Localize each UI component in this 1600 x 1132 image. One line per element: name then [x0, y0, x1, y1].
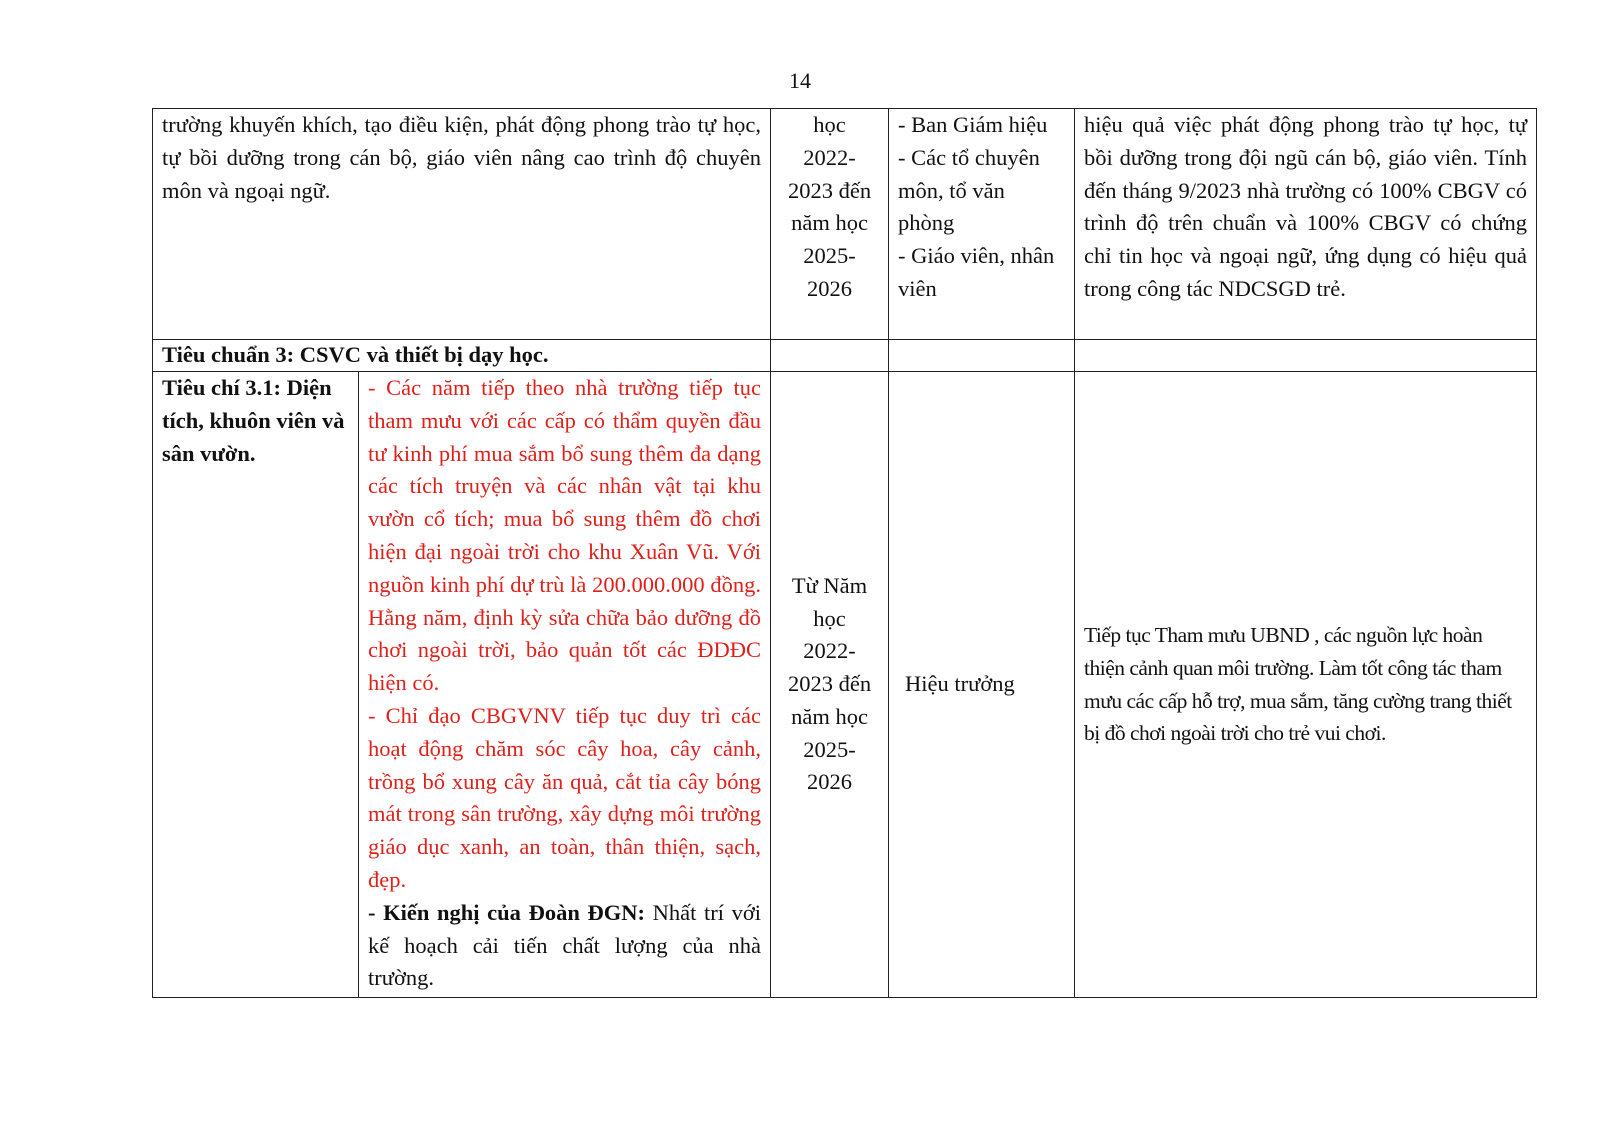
- criterion-result-cell: [1075, 372, 1537, 998]
- recommendation-text: Nhất trí với kế hoạch cải tiến chất lượng của nhà trường.: [368, 899, 762, 991]
- continuation-description-cell: [153, 109, 771, 340]
- responsible-line: - Các tổ chuyên môn, tổ văn phòng: [898, 144, 1040, 236]
- empty-cell: [1075, 340, 1537, 372]
- responsible-line: - Giáo viên, nhân viên: [898, 243, 1055, 301]
- time-line: 2025-: [803, 736, 856, 762]
- time-line: 2023 đến: [787, 177, 872, 203]
- time-line: học: [813, 112, 846, 137]
- recommendation-label: - Kiến nghị của Đoàn ĐGN:: [368, 899, 645, 925]
- plan-paragraph: - Chỉ đạo CBGVNV tiếp tục duy trì các hoạt động chăm sóc cây hoa, cây cảnh, trồng bổ xung cây ăn quả, cắt tỉa cây bóng mát trong sân trường, xây dựng môi trường giáo dục xanh, an toàn, thân thiện, sạch, đẹp.: [368, 702, 762, 892]
- empty-cell: [771, 340, 889, 372]
- continuation-result: hiệu quả việc phát động phong trào tự học, tự bồi dưỡng trong đội ngũ cán bộ, giáo viên. Tính đến tháng 9/2023 nhà trường có 100% CBGV có trình độ trên chuẩn và 100% CBGV có chứng chỉ tin học và ngoại ngữ, ứng dụng có hiệu quả trong công tác NDCSGD trẻ.: [1084, 112, 1528, 301]
- table-row: [153, 109, 1537, 340]
- criterion-time-cell: [771, 372, 889, 998]
- time-line: 2026: [807, 769, 853, 795]
- continuation-responsible-cell: [889, 109, 1075, 340]
- time-line: Từ Năm: [791, 572, 868, 598]
- continuation-result-cell: [1075, 109, 1537, 340]
- table-row: [153, 372, 1537, 998]
- page-number: 14: [789, 68, 811, 93]
- responsible-line: - Ban Giám hiệu: [898, 112, 1048, 137]
- time-line: 2022-: [803, 638, 856, 664]
- criterion-plan-cell: [359, 372, 771, 998]
- continuation-time-cell: [771, 109, 889, 340]
- time-line: năm học: [791, 703, 868, 729]
- criterion-name: Tiêu chí 3.1: Diện tích, khuôn viên và sân vườn.: [162, 375, 345, 466]
- criterion-name-cell: [153, 372, 359, 998]
- time-line: học: [813, 605, 846, 631]
- standard-header-cell: [153, 340, 771, 372]
- criterion-responsible: Hiệu trưởng: [905, 671, 1015, 697]
- time-line: 2023 đến: [787, 671, 872, 697]
- criterion-responsible-cell: [889, 372, 1075, 998]
- standard-title: Tiêu chuẩn 3: CSVC và thiết bị dạy học.: [162, 342, 549, 367]
- time-line: 2026: [807, 275, 853, 301]
- plan-paragraph: - Các năm tiếp theo nhà trường tiếp tục tham mưu với các cấp có thẩm quyền đầu tư kinh phí mua sắm bổ sung thêm đa dạng các tích truyện và các nhân vật tại khu vườn cổ tích; mua bổ sung thêm đồ chơi hiện đại ngoài trời cho khu Xuân Vũ. Với nguồn kinh phí dự trù là 200.000.000 đồng. Hằng năm, định kỳ sửa chữa bảo dưỡng đồ chơi ngoài trời, bảo quản tốt các ĐDĐC hiện có.: [368, 375, 762, 696]
- empty-cell: [889, 340, 1075, 372]
- time-line: 2022-: [803, 144, 856, 170]
- table-row: [153, 340, 1537, 372]
- time-line: năm học: [791, 210, 868, 236]
- criterion-result: Tiếp tục Tham mưu UBND , các nguồn lực hoàn thiện cảnh quan môi trường. Làm tốt công tác tham mưu các cấp hỗ trợ, mua sắm, tăng cường trang thiết bị đồ chơi ngoài trời cho trẻ vui chơi.: [1084, 622, 1512, 746]
- time-line: 2025-: [803, 243, 856, 269]
- continuation-description: trường khuyến khích, tạo điều kiện, phát động phong trào tự học, tự bồi dưỡng trong cán bộ, giáo viên nâng cao trình độ chuyên môn và ngoại ngữ.: [162, 112, 762, 203]
- improvement-plan-table: [152, 108, 1537, 998]
